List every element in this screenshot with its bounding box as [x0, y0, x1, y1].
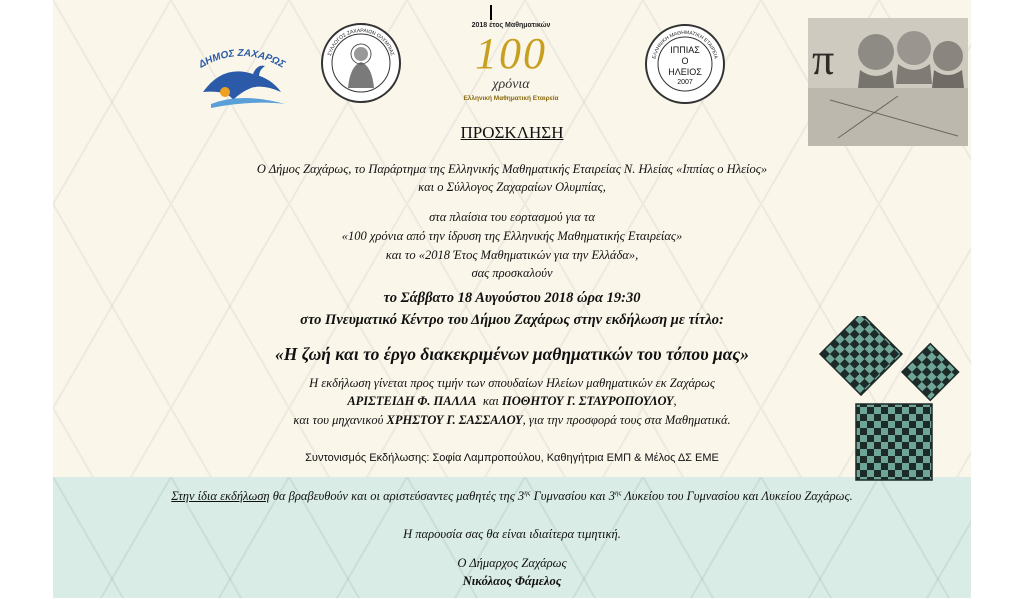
- dolphin-logo: [193, 42, 291, 112]
- hippias-seal-year: 2007: [677, 79, 693, 86]
- occasion-line-1: στα πλαίσια του εορτασμού για τα: [429, 210, 595, 224]
- centennial-logo: [452, 22, 570, 108]
- event-title: «Η ζωή και το έργο διακεκριμένων μαθηματικών του τόπου μας»: [275, 344, 749, 364]
- hippias-seal-ring-text: ΕΛΛΗΝΙΚΗ ΜΑΘΗΜΑΤΙΚΗ ΕΤΑΙΡΕΙΑ: [651, 29, 719, 60]
- hippias-seal-line2: Ο: [681, 56, 689, 66]
- mayor-title: Ο Δήμαρχος Ζαχάρως: [457, 556, 567, 570]
- honor-line: Η εκδήλωση γίνεται προς τιμήν των σπουδαίων Ηλείων μαθηματικών εκ Ζαχάρως: [309, 376, 715, 390]
- presence-line: Η παρουσία σας θα είναι ιδιαίτερα τιμητική.: [403, 527, 621, 541]
- centennial-society: Ελληνική Μαθηματική Εταιρεία: [463, 95, 559, 102]
- honoree-1: ΑΡΙΣΤΕΙΔΗ Φ. ΠΑΛΛΑ: [347, 394, 477, 408]
- awards-sup-1: ης: [524, 489, 531, 497]
- awards-part-1: θα βραβευθούν και οι αριστεύσαντες μαθητές της 3: [269, 489, 525, 504]
- awards-line: [0, 489, 1024, 504]
- occasion-line-3: και το «2018 Έτος Μαθηματικών για την Ελλάδα»,: [385, 248, 639, 262]
- hosts-line-1: Ο Δήμος Ζαχάρως, το Παράρτημα της Ελληνικής Μαθηματικής Εταιρείας Ν. Ηλείας «Ιππίας ο Ηλείος»: [256, 162, 768, 176]
- invite-line: σας προσκαλούν: [471, 266, 553, 280]
- engineer-prefix: και του μηχανικού: [293, 413, 387, 427]
- centennial-number: 100: [475, 29, 547, 78]
- hosts-line-2: και ο Σύλλογος Ζαχαραίων Ολυμπίας,: [418, 180, 606, 194]
- honoree-2: ΠΟΘΗΤΟΥ Γ. ΣΤΑΥΡΟΠΟΥΛΟΥ: [502, 394, 674, 408]
- event-date: το Σάββατο 18 Αυγούστου 2018 ώρα 19:30: [383, 290, 641, 306]
- invitation-title: ΠΡΟΣΚΛΗΣΗ: [460, 123, 564, 142]
- honoree-3: ΧΡΗΣΤΟΥ Γ. ΣΑΣΣΑΛΟΥ: [386, 413, 523, 427]
- honorees-comma: ,: [673, 394, 677, 408]
- dolphin-logo-text: ΔΗΜΟΣ ΖΑΧΑΡΩΣ: [197, 47, 287, 71]
- association-seal-text: ΣΥΛΛΟΓΟΣ ΖΑΧΑΡΑΙΩΝ ΟΛΥΜΠΙΑΣ: [326, 27, 396, 57]
- awards-sup-2: ης: [615, 489, 622, 497]
- awards-underlined: Στην ίδια εκδήλωση: [171, 489, 270, 504]
- occasion-line-2: «100 χρόνια από την ίδρυση της Ελληνικής Μαθηματικής Εταιρείας»: [341, 229, 683, 243]
- centennial-year-text: 2018 έτος Μαθηματικών: [471, 22, 551, 29]
- pi-symbol: π: [812, 35, 835, 84]
- awards-part-2: Γυμνασίου και 3: [530, 489, 616, 504]
- mayor-name: Νικόλαος Φάμελος: [462, 574, 562, 588]
- text-cursor-mark: [490, 5, 492, 20]
- hippias-seal: [645, 24, 725, 104]
- coordination-line: Συντονισμός Εκδήλωσης: Σοφία Λαμπροπούλου, Καθηγήτρια ΕΜΠ & Μέλος ΔΣ ΕΜΕ: [305, 452, 719, 464]
- centennial-word: χρόνια: [492, 77, 530, 92]
- hippias-seal-line3: ΗΛΕΙΟΣ: [668, 67, 702, 77]
- hippias-seal-line1: ΙΠΠΙΑΣ: [670, 45, 700, 55]
- honorees-line: [0, 394, 1024, 409]
- engineer-line: [0, 413, 1024, 428]
- engineer-suffix: , για την προσφορά τους στα Μαθηματικά.: [522, 413, 731, 427]
- event-venue: στο Πνευματικό Κέντρο του Δήμου Ζαχάρως στην εκδήλωση με τίτλο:: [300, 312, 724, 328]
- awards-part-3: Λυκείου του Γυμνασίου και Λυκείου Ζαχάρως.: [621, 489, 853, 504]
- association-seal: [320, 22, 402, 104]
- honorees-and: και: [476, 394, 503, 408]
- svg-text:ΔΗΜΟΣ ΖΑΧΑΡΩΣ: [196, 48, 287, 71]
